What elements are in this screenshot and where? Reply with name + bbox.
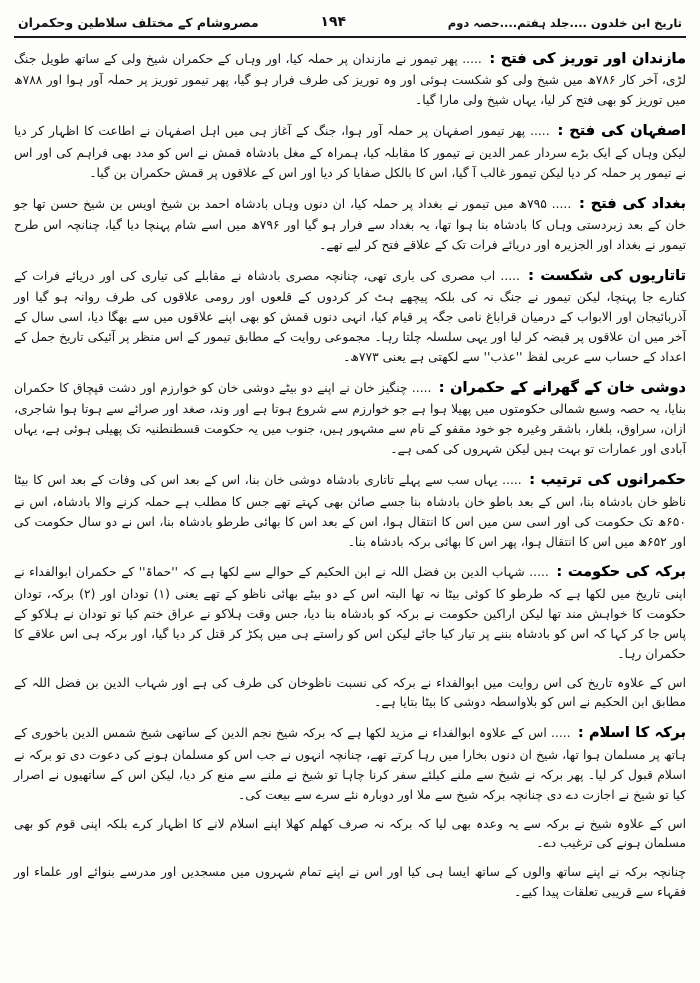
section-text: ..... پھر تیمور نے مازندان پر حملہ کیا، اور وہاں کے حکمران شیخ ولی کے ساتھ طویل جنگ لڑی، آخر کار ۷۸۶ھ میں شیخ ولی کو شکست ہوئی اور وہ توریز کی طرف فرار ہو گیا، پھر تیمور توریز پر حملہ آور ہوا اور ۷۸۸ھ میں توریز کو بھی فتح کر لیا، یہاں شیخ ولی مارا گیا۔: [14, 52, 686, 108]
paragraph: [14, 265, 686, 368]
paragraph: [14, 674, 686, 714]
paragraph: [14, 48, 686, 111]
paragraph: [14, 863, 686, 903]
section-heading: بغداد کی فتح :: [579, 195, 687, 212]
section-text: اس کے علاوہ شیخ نے برکہ سے یہ وعدہ بھی لیا کہ برکہ نہ صرف کھلم کھلا اپنے اسلام لانے کا اظہار کرے بلکہ اپنی قوم کو بھی مسلمان ہونے کی ترغیب دے۔: [14, 816, 686, 851]
section-heading: برکہ کا اسلام :: [577, 725, 686, 742]
section-text: ..... پھر تیمور اصفہان پر حملہ آور ہوا، جنگ کے آغاز ہی میں اہل اصفہان نے اطاعت کا اظہار کر دیا لیکن وہاں کے ایک بڑے سردار عمر الدین نے تیمور کا مقابلہ کیا، ہمراہ کے مغل بادشاہ قمش نے اس کو مدد بھی فراہم کی اور اس نے تیمور پر حملہ کر دیا لیکن تیمور غالب آ گیا، اس کا بالکل صفایا کر دیا اور اس کے علاقوں پر قمش حکمران بن گیا۔: [14, 124, 686, 180]
section-text: ..... شہاب الدین بن فضل اللہ نے ابن الحکیم کے حوالے سے لکھا ہے کہ ''حماۃ'' کے حکمران ابوالفداء نے اپنی تاریخ میں لکھا ہے کہ طرطو کا کوئی بیٹا نہ تھا البتہ اس کے دو بیٹے بھائی ناظو کے تھے یعنی (۱) تودان اور (۲) برکہ، تودان حکومت کا خواہش مند تھا لیکن اراکین حکومت نے برکہ کو بادشاہ بنا دیا، جس وقت ہلاکو نے عراق ختم کیا تو تودان نے ہلاکو کے پاس جا کر کہا کہ اس کو بادشاہ بننے پر تیار کیا جائے لیکن اس کو راستے ہی میں پکڑ کر قتل کر دیا گیا، اور برکہ ہی اس علاقے کا حکمران رہا۔: [14, 565, 686, 661]
section-text: ..... چنگیز خان نے اپنے دو بیٹے دوشی خان کو خوارزم اور دشت قپچاق کا حکمران بنایا، یہ حصہ وسیع شمالی حکومتوں میں پھیلا ہوا ہے جو خوارزم سے شروع ہوتا ہے اور وند، صغد اور صرائے سے ہوتا ہوا شاجری، ازان، سراوق، بلغار، باشقر وغیرہ جو خود مقفو کے نام سے مشہور ہیں، جنوب میں یہ حکومت قسطنطنیہ تک پھیلی ہوئی ہے، یہاں آبادی اور عمارات تو بہت ہیں لیکن شہروں کی کمی ہے۔: [14, 381, 686, 457]
section-text: اس کے علاوہ تاریخ کی اس روایت میں ابوالفداء نے برکہ کی نسبت ناظوخان کی طرف کی ہے اور شہاب الدین بن فضل اللہ کے مطابق ابن الحکیم نے اس کو بلاواسطہ دوشی کا بیٹا بتایا ہے۔: [14, 675, 686, 710]
section-heading: مازندان اور توریز کی فتح :: [489, 51, 686, 67]
page-header: [14, 12, 686, 34]
section-text: چنانچہ برکہ نے اپنے ساتھ والوں کے ساتھ ایسا ہی کیا اور اس نے اپنے تمام شہروں میں مسجدیں اور مدرسے بنوائے اور علماء اور فقہاء سے قریبی تعلقات پیدا کیے۔: [14, 865, 686, 900]
paragraph: [14, 120, 686, 183]
section-heading: تاتاریوں کی شکست :: [528, 267, 686, 284]
section-text: ..... یہاں سب سے پہلے تاتاری بادشاہ دوشی خان بنا، اس کے بعد اس کی وفات کے بعد اس کا بیٹا ناظو خان بادشاہ بنا، اس کے بعد باطو خان بادشاہ بنا جسے صائن بھی کہتے تھے جس کا مطلب ہے حملہ کرنے والا بادشاہ، اس نے ۶۵۰ھ تک حکومت کی اور اسی سن میں اس کا انتقال ہوا، اس کے بعد اس کا بھائی طرطو بادشاہ بنا، اس نے دو سال حکومت کی اور ۶۵۲ھ میں اس کا انتقال ہوا، پھر اس کا بھائی برکہ بادشاہ بنا۔: [14, 473, 686, 549]
paragraph: [14, 561, 686, 664]
section-heading: حکمرانوں کی ترتیب :: [529, 472, 686, 489]
section-text: ..... ۷۹۵ھ میں تیمور نے بغداد پر حملہ کیا، ان دنوں وہاں بادشاہ احمد بن شیخ اویس بن شیخ حسن تھا جو خان کے بعد زبردستی وہاں کا بادشاہ بنا ہوا تھا، یہ بغداد سے فرار ہو گیا اور ۷۹۶ھ میں اسے شام پہنچا دیا گیا، چنانچہ اس طرح تیمور نے بغداد اور الجزیرہ اور دریائے فرات تک کے علاقے فتح کر لیے تھے۔: [14, 196, 686, 252]
book-title: تاریخ ابن خلدون ....جلد ہفتم....حصہ دوم: [447, 16, 682, 30]
page-number: ۱۹۴: [320, 14, 347, 30]
section-heading: دوشی خان کے گھرانے کے حکمران :: [438, 380, 686, 396]
section-heading: اصفہان کی فتح :: [557, 123, 686, 140]
paragraph: [14, 193, 686, 256]
section-text: ..... اس کے علاوہ ابوالفداء نے مزید لکھا ہے کہ برکہ شیخ نجم الدین کے ساتھی شیخ شمس الدین باخوری کے ہاتھ پر مسلمان ہوا تھا، شیخ ان دنوں بخارا میں رہا کرتے تھے، چنانچہ انہوں نے جب اس کو مسلمان ہونے کی دعوت دی تو برکہ نے اسلام قبول کر لیا۔ پھر برکہ نے شیخ سے ملنے کیلئے سفر کرنا چاہا تو شیخ نے ملنے سے منع کر دیا، لیکن اس کے ساتھیوں نے اصرار کیا تو شیخ نے اجازت دے دی چنانچہ برکہ شیخ سے ملا اور دوبارہ نئے سرے سے بیعت کی۔: [14, 726, 686, 802]
paragraph: [14, 815, 686, 855]
paragraph: [14, 722, 686, 805]
section-text: ..... اب مصری کی باری تھی، چنانچہ مصری بادشاہ نے مقابلے کی تیاری کی اور دریائے فرات کے کنارے جا پہنچا، لیکن تیمور نے جنگ نہ کی بلکہ پیچھے ہٹ کر کردوں کے قلعوں اور رومی علاقوں کی طرف روانہ ہو گیا اور آذربائیجان اور الابواب کے درمیان قراباغ نامی جگہ پر قیام کیا، انہی دنوں قمش کو بھی اپنے علاقوں میں سے بھگا دیا، اسی سال کے آخر میں ان علاقوں پر قبضہ کر لیا اور یہی سلسلہ چلتا رہا۔ مجموعی روایت کے مطابق تیمور کے اس منظر پر آئیکی تاریخ جمل کے اعداد کے حساب سے عربی لفظ ''عذب'' سے لکھتی ہے یعنی ۷۷۳ھ۔: [14, 268, 686, 365]
header-rule: [14, 36, 686, 38]
section-heading: برکہ کی حکومت :: [556, 564, 686, 581]
chapter-title: مصروشام کے مختلف سلاطین وحکمران: [18, 15, 259, 30]
paragraph: [14, 469, 686, 552]
page-body: [14, 48, 686, 903]
paragraph: [14, 377, 686, 460]
